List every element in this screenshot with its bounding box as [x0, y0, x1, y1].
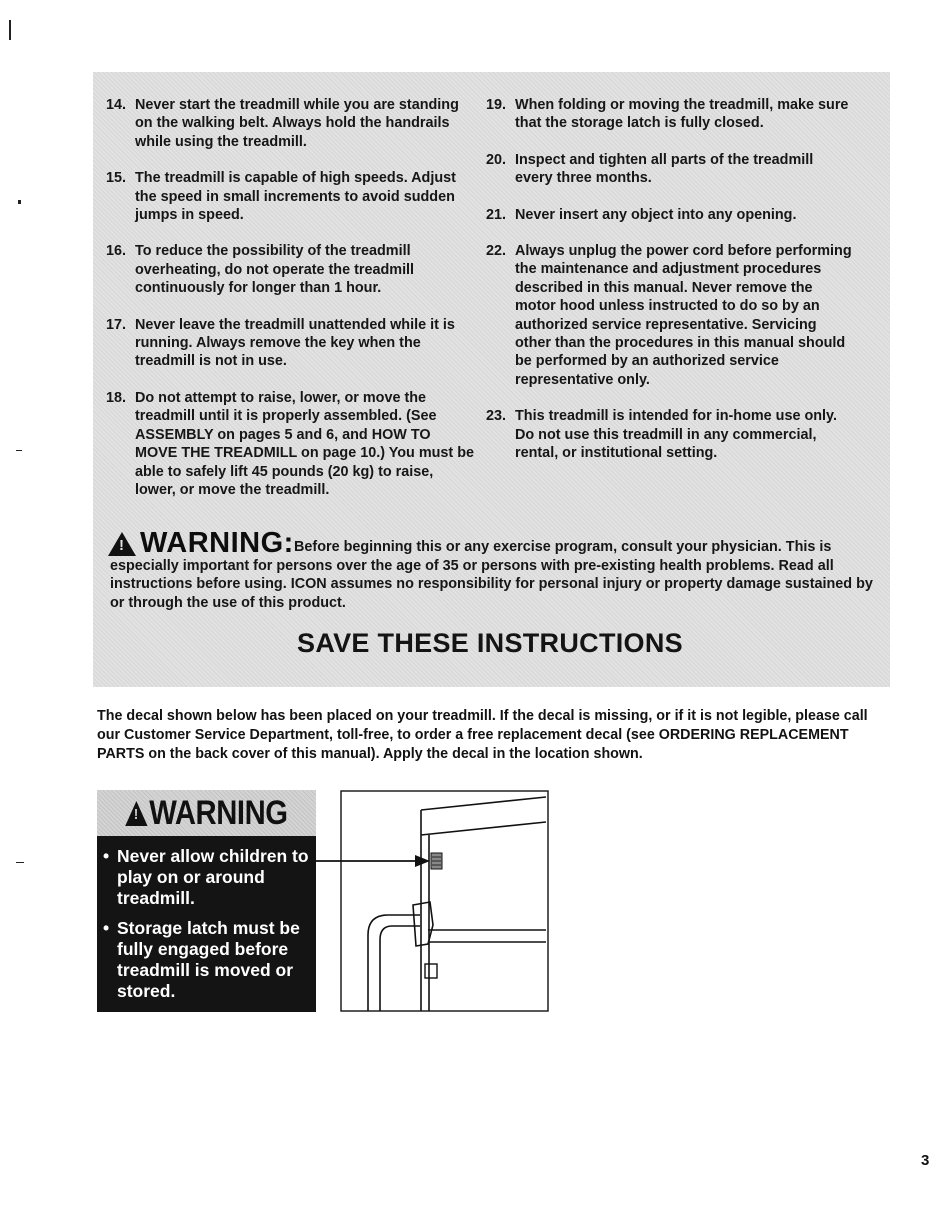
safety-item [106, 316, 474, 371]
item-text: To reduce the possibility of the treadmill overheating, do not operate the treadmill continuously for longer than 1 hour. [135, 243, 415, 297]
bullet-icon: • [103, 846, 110, 866]
margin-mark [16, 862, 24, 863]
decal-bullets [103, 846, 313, 1011]
bullet-icon: • [103, 918, 110, 938]
margin-mark [18, 200, 21, 204]
margin-mark [16, 450, 22, 451]
item-text: Never start the treadmill while you are standing on the walking belt. Always hold the handrails while using the treadmill. [135, 97, 459, 150]
decal-bullet-text: Never allow children to play on or around treadmill. [117, 846, 309, 908]
latch-box [425, 964, 437, 978]
safety-item [486, 96, 852, 133]
treadmill-rail [428, 930, 546, 942]
decal-header [97, 790, 316, 836]
margin-mark [9, 20, 11, 40]
item-text: Never insert any object into any opening. [515, 206, 797, 223]
warning-decal [97, 790, 316, 1012]
item-number: 17. [106, 316, 127, 333]
safety-list-right [486, 96, 852, 481]
item-text: Never leave the treadmill unattended while it is running. Always remove the key when the treadmill is not in use. [135, 316, 455, 370]
item-number: 15. [106, 170, 127, 187]
item-text: Always unplug the power cord before performing the maintenance and adjustment procedures described in this manual. Never remove the motor hood unless instructed to do so by an authorized service representative. Servicing other than the procedures in this manual should be performed by an authorized service representative only. [515, 243, 852, 388]
decal-bullet-text: Storage latch must be fully engaged before treadmill is moved or stored. [117, 918, 300, 1001]
latch-hook [413, 902, 433, 946]
item-number: 18. [106, 389, 127, 406]
safety-item [106, 242, 474, 297]
save-instructions-heading: SAVE THESE INSTRUCTIONS [297, 628, 683, 658]
item-text: The treadmill is capable of high speeds. Adjust the speed in small increments to avoid sudden jumps in speed. [135, 170, 456, 224]
item-number: 22. [486, 243, 507, 260]
pointer-arrow-head [415, 855, 430, 867]
item-number: 16. [106, 243, 127, 260]
page-number: 3 [921, 1152, 930, 1169]
item-number: 23. [486, 408, 507, 425]
item-number: 19. [486, 97, 507, 113]
warning-triangle-icon: ! [108, 532, 136, 556]
safety-item [106, 96, 474, 151]
item-number: 14. [106, 97, 127, 113]
safety-item [486, 206, 852, 224]
item-number: 21. [486, 206, 507, 223]
item-text: When folding or moving the treadmill, make sure that the storage latch is fully closed. [515, 97, 849, 132]
warning-text: Before beginning this or any exercise program, consult your physician. This is especially important for persons over the age of 35 or persons with pre-existing health problems. Read all instructions before using. ICON assumes no responsibility for personal injury or property damage sustained by or through the use of this product. [110, 539, 873, 611]
decal-location-icon [431, 853, 442, 869]
decal-bullet [103, 846, 313, 909]
safety-item [486, 151, 852, 188]
latch-arm [368, 915, 420, 1011]
safety-item [106, 389, 474, 499]
illustration-frame [341, 791, 548, 1011]
safety-item [106, 169, 474, 224]
safety-item [486, 242, 852, 389]
safety-list-left [106, 96, 474, 517]
warning-triangle-icon: ! [125, 801, 147, 826]
item-text: Do not attempt to raise, lower, or move the treadmill until it is properly assembled. (See ASSEMBLY on pages 5 and 6, and HOW TO MOVE THE TREADMILL on page 10.) You must be able to safely lift 45 pounds (20 kg) to raise, lower, or move the treadmill. [135, 389, 475, 498]
safety-item [486, 407, 852, 462]
treadmill-upright [421, 797, 546, 1011]
decal-heading: WARNING [149, 793, 288, 832]
item-text: This treadmill is intended for in-home use only. Do not use this treadmill in any commercial, rental, or institutional setting. [515, 408, 837, 462]
decal-bullet [103, 918, 313, 1002]
decal-paragraph: The decal shown below has been placed on your treadmill. If the decal is missing, or if it is not legible, please call our Customer Service Department, toll-free, to order a free replacement decal (see ORDERING REPLACEMENT PARTS on the back cover of this manual). Apply the decal in the location shown. [97, 708, 868, 762]
warning-heading-text: WARNING: [140, 527, 294, 559]
item-number: 20. [486, 151, 507, 168]
item-text: Inspect and tighten all parts of the treadmill every three months. [515, 151, 814, 187]
